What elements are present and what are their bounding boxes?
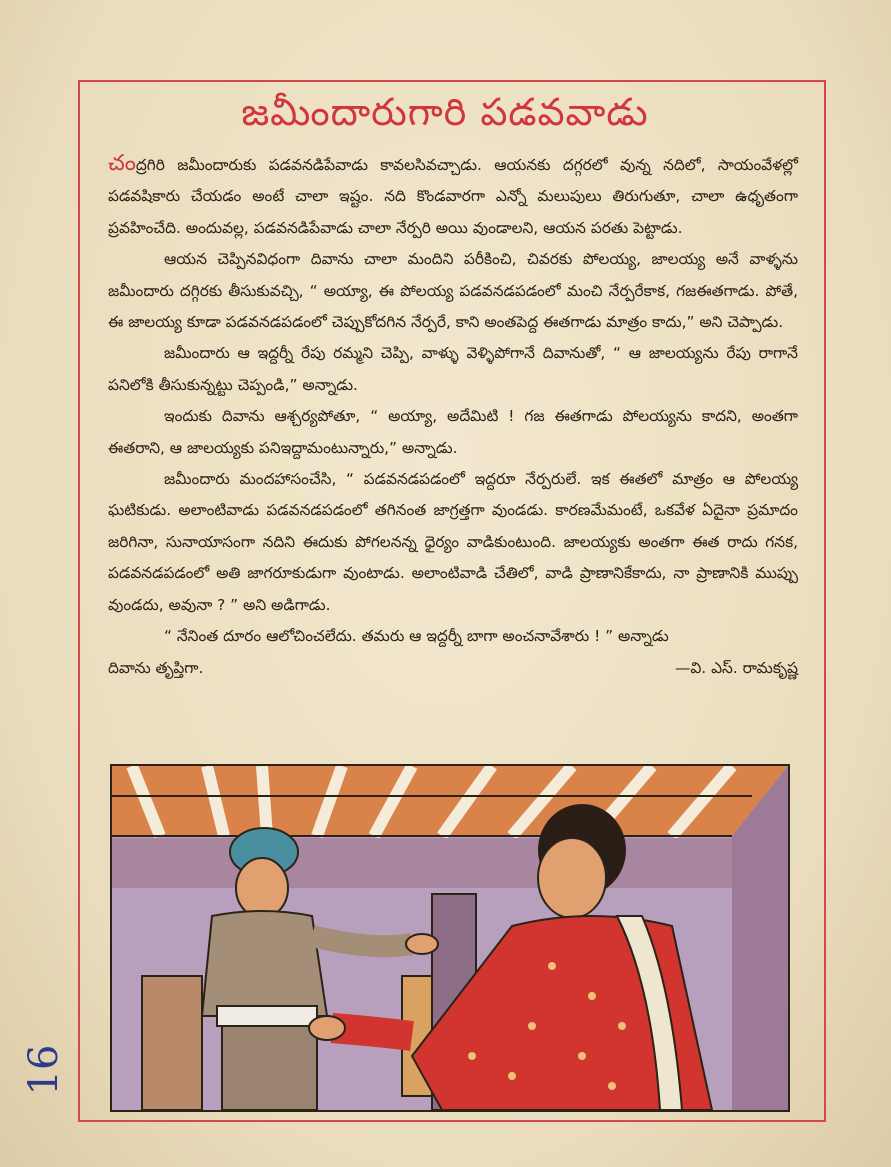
page-number: 16 <box>21 1044 67 1096</box>
closing-row <box>108 653 798 684</box>
story-illustration <box>110 764 790 1112</box>
story-paragraph: చంద్రగిరి జమీందారుకు పడవనడిపేవాడు కావలసివచ్చాడు. ఆయనకు దగ్గరలో వున్న నదిలో, సాయంవేళల్లో పడవషికారు చేయడం అంటే చాలా ఇష్టం. నది కొండవారగా ఎన్నో మలుపులు తిరుగుతూ, చాలా ఉధృతంగా ప్రవహించేది. అందువల్ల, పడవనడిపేవాడు చాలా నేర్పరి అయి వుండాలని, ఆయన పరతు పెట్టాడు. <box>108 151 798 237</box>
story-body <box>108 148 798 684</box>
closing-line: దివాను తృప్తిగా. <box>108 658 204 677</box>
story-paragraph: జమీందారు ఆ ఇద్దర్నీ రేపు రమ్మని చెప్పి, వాళ్ళు వెళ్ళిపోగానే దివానుతో, “ ఆ జాలయ్యను రేపు రాగానే పనిలోకి తీసుకున్నట్టు చెప్పండి,” అన్నాడు. <box>108 344 798 394</box>
story-paragraph: ఆయన చెప్పినవిధంగా దివాను చాలా మందిని పరీకించి, చివరకు పోలయ్య, జాలయ్య అనే వాళ్ళను జమీందారు దగ్గిరకు తీసుకువచ్చి, “ అయ్యా, ఈ పోలయ్య పడవనడపడంలో మంచి నేర్పరేకాక, గజఈతగాడు. పోతే, ఈ జాలయ్య కూడా పడవనడపడంలో చెప్పుకోదగిన నేర్పరే, కాని అంతపెద్ద ఈతగాడు మాత్రం కాదు,” అని చెప్పాడు. <box>108 250 798 332</box>
story-paragraph: “ నేనింత దూరం ఆలోచించలేదు. తమరు ఆ ఇద్దర్నీ బాగా అంచనావేశారు ! ” అన్నాడు <box>164 627 669 646</box>
illustration-art <box>112 766 788 1110</box>
author-credit: —వి. ఎస్. రామకృష్ణ <box>674 658 798 677</box>
drop-cap: చం <box>108 151 136 176</box>
story-paragraph: ఇందుకు దివాను ఆశ్చర్యపోతూ, “ అయ్యా, అదేమిటి ! గజ ఈతగాడు పోలయ్యను కాదని, అంతగా ఈతరాని, ఆ జాలయ్యకు పనిఇద్దామంటున్నారు,” అన్నాడు. <box>108 407 798 457</box>
story-paragraph: జమీందారు మందహాసంచేసి, “ పడవనడపడంలో ఇద్దరూ నేర్పరులే. ఇక ఈతలో మాత్రం ఆ పోలయ్య ఘటికుడు. అలాంటివాడు పడవనడపడంలో తగినంత జాగ్రత్తగా వుండడు. కారణమేమంటే, ఒకవేళ ఏదైనా ప్రమాదం జరిగినా, సునాయాసంగా నదిని ఈదుకు పోగలనన్న ధైర్యం వాడికుంటుంది. జాలయ్యకు అంతగా ఈత రాదు గనక, పడవనడపడంలో అతి జాగరూకుడుగా వుంటాడు. అలాంటివాడి చేతిలో, వాడి ప్రాణానికేకాదు, నా ప్రాణానికి ముప్పు వుండదు, అవునా ? ” అని అడిగాడు. <box>108 470 798 614</box>
story-title: జమీందారుగారి పడవవాడు <box>241 90 649 134</box>
